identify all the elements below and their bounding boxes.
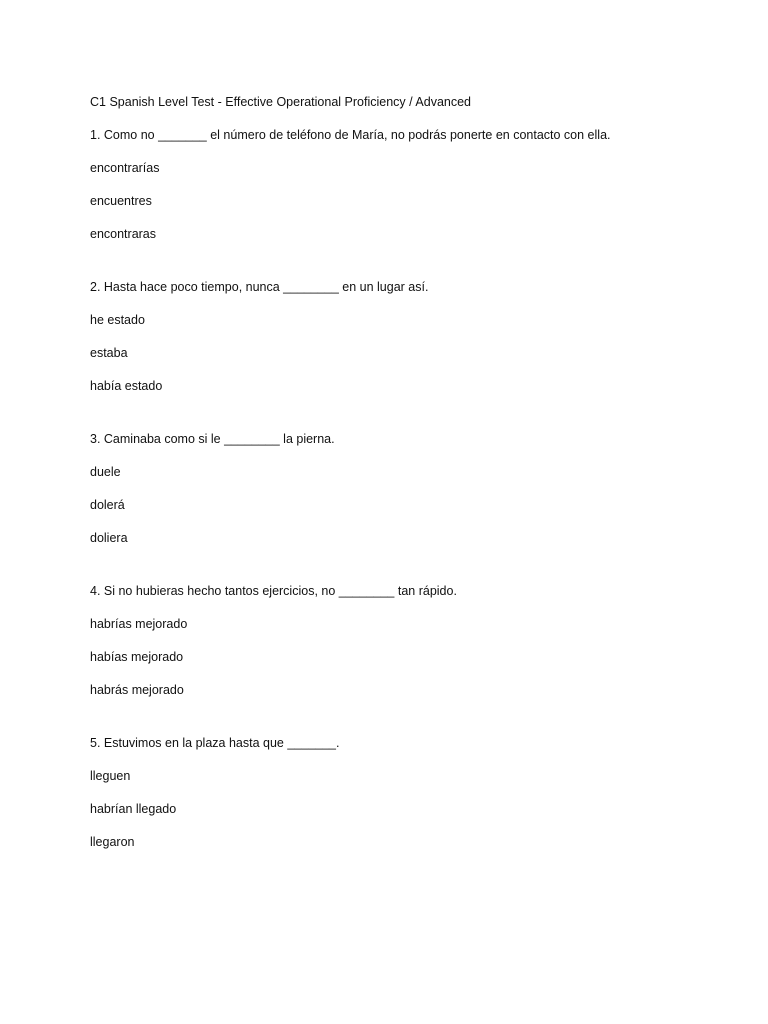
answer-option: llegaron bbox=[90, 835, 135, 849]
question-text: 3. Caminaba como si le ________ la pierna. bbox=[90, 432, 335, 446]
answer-option: encuentres bbox=[90, 194, 152, 208]
answer-option: encontrarías bbox=[90, 161, 160, 175]
answer-option: habrás mejorado bbox=[90, 683, 184, 697]
answer-option: dolerá bbox=[90, 498, 125, 512]
answer-option: estaba bbox=[90, 346, 128, 360]
answer-option: habrían llegado bbox=[90, 802, 177, 816]
answer-option: habías mejorado bbox=[90, 650, 184, 664]
answer-option: había estado bbox=[90, 379, 163, 393]
question-text: 2. Hasta hace poco tiempo, nunca ________ en un lugar así. bbox=[90, 280, 429, 294]
question-text: 4. Si no hubieras hecho tantos ejercicios, no ________ tan rápido. bbox=[90, 584, 457, 598]
question-3 bbox=[90, 429, 730, 548]
question-text: 1. Como no _______ el número de teléfono de María, no podrás ponerte en contacto con ella. bbox=[90, 128, 611, 142]
answer-option: duele bbox=[90, 465, 121, 479]
answer-option: doliera bbox=[90, 531, 128, 545]
answer-option: he estado bbox=[90, 313, 145, 327]
question-text: 5. Estuvimos en la plaza hasta que _______. bbox=[90, 736, 340, 750]
answer-option: encontraras bbox=[90, 227, 157, 241]
document-page bbox=[90, 92, 730, 865]
question-5 bbox=[90, 733, 730, 852]
question-2 bbox=[90, 277, 730, 396]
answer-option: lleguen bbox=[90, 769, 131, 783]
question-1 bbox=[90, 125, 730, 244]
answer-option: habrías mejorado bbox=[90, 617, 188, 631]
question-4 bbox=[90, 581, 730, 700]
document-title: C1 Spanish Level Test - Effective Operational Proficiency / Advanced bbox=[90, 95, 471, 109]
